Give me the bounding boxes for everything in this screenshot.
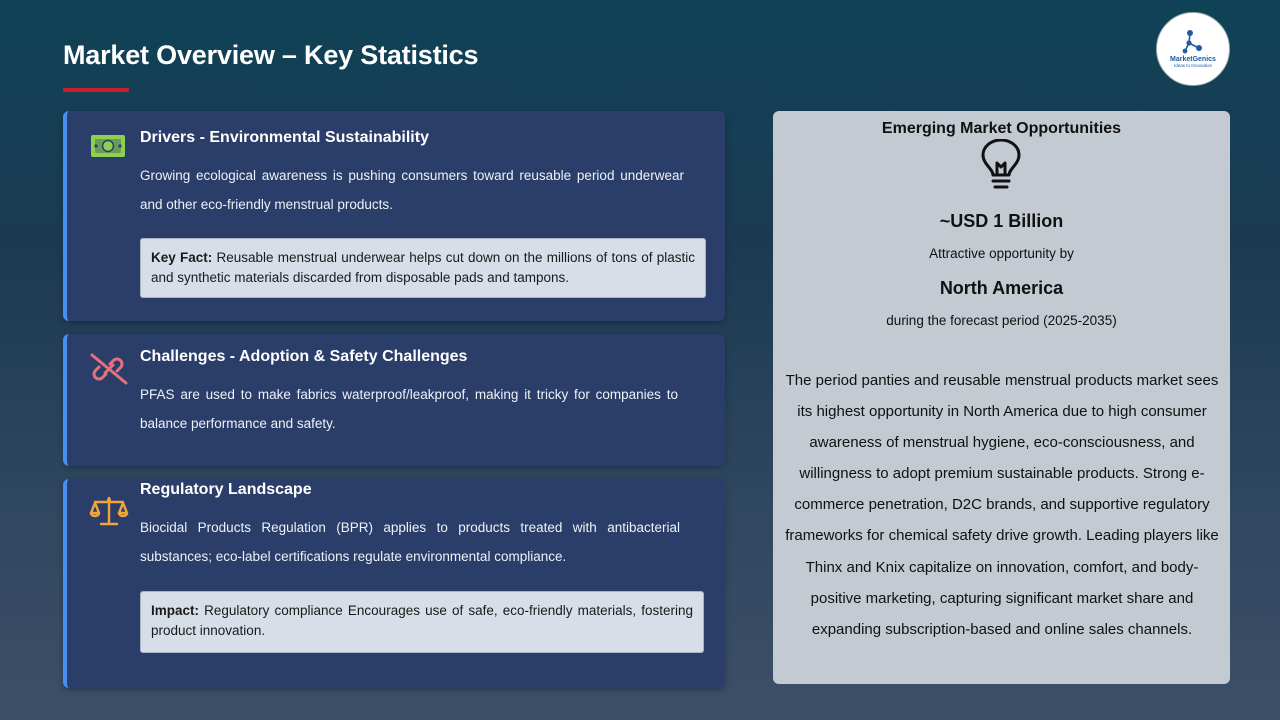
opportunity-value: ~USD 1 Billion	[939, 211, 1064, 231]
card-title: Drivers - Environmental Sustainability	[140, 129, 429, 146]
key-fact-box	[140, 238, 706, 298]
challenges-card	[63, 334, 725, 466]
title-underline	[63, 88, 129, 92]
card-title: Regulatory Landscape	[140, 481, 312, 498]
key-fact-text: Reusable menstrual underwear helps cut down on the millions of tons of plastic and synthetic materials discarded from disposable pads and tampons.	[151, 250, 695, 285]
impact-label: Impact:	[151, 603, 200, 618]
opportunity-subtitle: Attractive opportunity by	[929, 246, 1074, 261]
money-bill-icon	[89, 129, 129, 163]
logo-tagline: Ideas to Innovation	[1173, 63, 1213, 69]
opportunity-panel	[773, 111, 1230, 684]
opportunity-description: The period panties and reusable menstrual products market sees its highest opportunity in North America due to high consumer awareness of menstrual hygiene, eco-consciousness, and willingness to adopt premium sustainable products. Strong e-commerce penetration, D2C brands, and supportive regulatory frameworks for chemical safety drive growth. Leading players like Thinx and Knix capitalize on innovation, comfort, and body-positive marketing, capturing significant market share and expanding subscription-based and online sales channels.	[785, 372, 1219, 638]
card-body: Growing ecological awareness is pushing consumers toward reusable period underwear and other eco-friendly menstrual products.	[140, 168, 684, 212]
forecast-period: during the forecast period (2025-2035)	[886, 313, 1117, 328]
molecule-logo-icon	[1181, 29, 1205, 55]
card-title: Challenges - Adoption & Safety Challenges	[140, 348, 468, 365]
page-title: Market Overview – Key Statistics	[63, 40, 479, 70]
card-body: Biocidal Products Regulation (BPR) applies to products treated with antibacterial substances; eco-label certifications regulate environmental compliance.	[140, 520, 680, 564]
opportunity-heading: Emerging Market Opportunities	[881, 120, 1122, 137]
regulatory-card	[63, 479, 725, 688]
lightbulb-icon	[978, 139, 1024, 193]
scales-icon	[89, 495, 129, 529]
impact-box	[140, 591, 704, 653]
key-fact-label: Key Fact:	[151, 250, 213, 265]
company-logo	[1156, 12, 1230, 86]
card-body: PFAS are used to make fabrics waterproof/leakproof, making it tricky for companies to balance performance and safety.	[140, 387, 678, 431]
impact-text: Regulatory compliance Encourages use of safe, eco-friendly materials, fostering product innovation.	[151, 603, 693, 638]
broken-link-icon	[89, 352, 129, 386]
drivers-card	[63, 111, 725, 321]
logo-name: MarketGenics	[1170, 56, 1216, 64]
opportunity-region: North America	[939, 278, 1064, 298]
